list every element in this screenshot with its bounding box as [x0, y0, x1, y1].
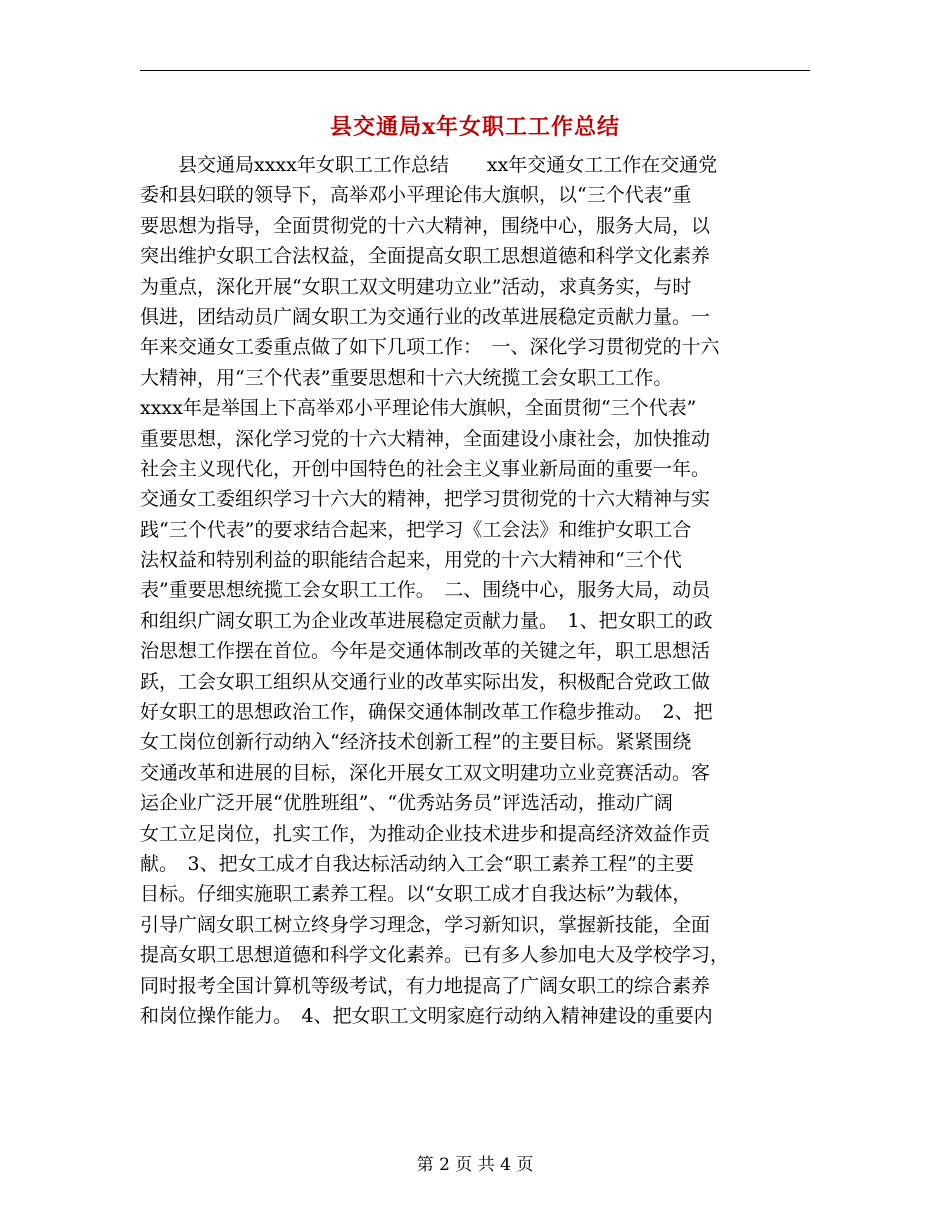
body-line: 突出维护女职工合法权益，全面提高女职工思想道德和科学文化素养 [140, 245, 711, 268]
body-line: 委和县妇联的领导下，高举邓小平理论伟大旗帜，以“三个代表”重 [140, 184, 692, 207]
body-line: 县交通局xxxx年女职工工作总结 xx年交通女工工作在交通党 [140, 154, 718, 176]
body-line: 同时报考全国计算机等级考试，有力地提高了广阔女职工的综合素养 [140, 974, 711, 997]
header-rule [140, 70, 810, 71]
body-line: 表”重要思想统揽工会女职工工作。 二、围绕中心，服务大局，动员 [140, 579, 711, 602]
body-line: 重要思想，深化学习党的十六大精神，全面建设小康社会，加快推动 [140, 427, 711, 450]
body-line: 交通改革和进展的目标，深化开展女工双文明建功立业竞赛活动。客 [140, 761, 711, 784]
body-line: 好女职工的思想政治工作，确保交通体制改革工作稳步推动。 2、把 [140, 701, 713, 724]
body-line: 和岗位操作能力。 4、把女职工文明家庭行动纳入精神建设的重要内 [140, 1004, 713, 1027]
document-body [140, 150, 810, 1031]
body-line: 要思想为指导，全面贯彻党的十六大精神，围绕中心，服务大局，以 [140, 214, 711, 237]
body-line: 引导广阔女职工树立终身学习理念，学习新知识，掌握新技能，全面 [140, 913, 711, 936]
body-line: 治思想工作摆在首位。今年是交通体制改革的关键之年，职工思想活 [140, 640, 711, 663]
body-line: 提高女职工思想道德和科学文化素养。已有多人参加电大及学校学习， [140, 944, 730, 967]
body-line: 践“三个代表”的要求结合起来，把学习《工会法》和维护女职工合 [140, 518, 692, 541]
body-line: 社会主义现代化，开创中国特色的社会主义事业新局面的重要一年。 [140, 457, 711, 480]
body-line: 运企业广泛开展“优胜班组”、“优秀站务员”评选活动，推动广阔 [140, 792, 673, 815]
body-line: 俱进，团结动员广阔女职工为交通行业的改革进展稳定贡献力量。一 [140, 305, 711, 328]
body-line: 交通女工委组织学习十六大的精神，把学习贯彻党的十六大精神与实 [140, 488, 711, 511]
body-line: 和组织广阔女职工为企业改革进展稳定贡献力量。 1、把女职工的政 [140, 609, 713, 632]
body-line: 献。 3、把女工成才自我达标活动纳入工会“职工素养工程”的主要 [140, 852, 695, 875]
body-line: 为重点，深化开展“女职工双文明建功立业”活动，求真务实，与时 [140, 275, 692, 298]
body-line: 年来交通女工委重点做了如下几项工作： 一、深化学习贯彻党的十六 [140, 336, 720, 359]
body-line: 女工岗位创新行动纳入“经济技术创新工程”的主要目标。紧紧围绕 [140, 731, 692, 754]
body-line: xxxx年是举国上下高举邓小平理论伟大旗帜，全面贯彻“三个代表” [140, 397, 697, 420]
body-line: 女工立足岗位，扎实工作，为推动企业技术进步和提高经济效益作贡 [140, 822, 711, 845]
document-title: 县交通局x年女职工工作总结 [329, 114, 621, 140]
body-line: 跃，工会女职工组织从交通行业的改革实际出发，积极配合党政工做 [140, 670, 711, 693]
page-number: 第 2 页 共 4 页 [416, 1155, 534, 1175]
body-line: 法权益和特别利益的职能结合起来，用党的十六大精神和“三个代 [140, 549, 682, 572]
body-line: 大精神，用“三个代表”重要思想和十六大统揽工会女职工工作。 [140, 366, 673, 389]
body-line: 目标。仔细实施职工素养工程。以“女职工成才自我达标”为载体， [140, 883, 692, 906]
